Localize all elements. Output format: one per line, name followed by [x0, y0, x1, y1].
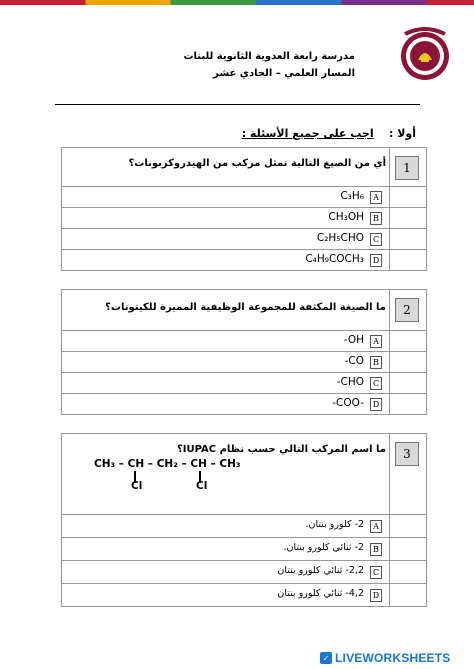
structural-formula: CH₃ – CH – CH₂ – CH – CH₃ [94, 458, 241, 470]
option-letter: D [370, 254, 382, 267]
option-text: 2- كلورو بنتان. [305, 519, 364, 530]
question-text: ما الصيغة المكثفة للمجموعة الوظيفية المميزة للكيتونات؟ [105, 302, 386, 313]
page-header [55, 0, 455, 100]
option-letter: C [370, 377, 382, 390]
option-letter: C [370, 566, 382, 579]
option-letter: C [370, 233, 382, 246]
instruction-prefix: أولا : [388, 127, 416, 140]
option-d[interactable] [62, 394, 426, 414]
option-text: -CHO [336, 376, 364, 388]
option-letter: B [370, 212, 382, 225]
option-text: C₂H₅CHO [316, 232, 364, 244]
option-letter: B [370, 543, 382, 556]
header-divider [55, 104, 420, 105]
liveworksheets-footer[interactable] [320, 650, 450, 666]
question-3 [61, 433, 427, 607]
question-text: أي من الصيغ التالية تمثل مركب من الهيدروكربونات؟ [128, 158, 386, 169]
instruction-line [242, 127, 416, 140]
question-1-header [62, 148, 426, 187]
option-text: -CO [344, 355, 364, 367]
option-d[interactable] [62, 250, 426, 270]
track-name: المسار العلمي – الحادي عشر [213, 68, 355, 79]
option-text: 2- ثنائي كلورو بنتان. [283, 542, 364, 553]
question-number: 1 [395, 156, 419, 180]
option-a[interactable] [62, 515, 426, 538]
option-text: 4,2- ثنائي كلورو بنتان [277, 588, 364, 599]
option-c[interactable] [62, 561, 426, 584]
chlorine-substituent: Cl [131, 480, 143, 492]
option-c[interactable] [62, 373, 426, 394]
option-text: C₄H₉COCH₃ [305, 253, 364, 265]
liveworksheets-brand: LIVEWORKSHEETS [335, 651, 451, 665]
question-1 [61, 147, 427, 271]
option-b[interactable] [62, 352, 426, 373]
question-text: ما اسم المركب التالي حسب نظام IUPAC؟ [176, 444, 386, 455]
instruction-text: اجب على جميع الأسئلة : [241, 127, 374, 140]
option-letter: A [370, 520, 382, 533]
option-letter: B [370, 356, 382, 369]
option-text: -OH [343, 334, 364, 346]
option-letter: A [370, 335, 382, 348]
school-name: مدرسة رابعة العدوية الثانوية للبنات [183, 51, 355, 62]
ministry-logo-icon [385, 22, 465, 84]
option-a[interactable] [62, 187, 426, 208]
question-2-header [62, 290, 426, 331]
option-d[interactable] [62, 584, 426, 606]
option-b[interactable] [62, 538, 426, 561]
question-3-header [62, 434, 426, 515]
option-letter: D [370, 589, 382, 602]
option-text: CH₃OH [328, 211, 364, 223]
option-text: -COO- [332, 397, 364, 409]
option-letter: A [370, 191, 382, 204]
question-number: 3 [395, 442, 419, 466]
option-text: C₃H₆ [340, 190, 364, 202]
question-2 [61, 289, 427, 415]
question-number: 2 [395, 298, 419, 322]
option-text: 2,2- ثنائي كلورو بنتان [277, 565, 364, 576]
chlorine-substituent: Cl [196, 480, 208, 492]
liveworksheets-logo-icon: ✓ [320, 652, 332, 664]
option-a[interactable] [62, 331, 426, 352]
option-letter: D [370, 398, 382, 411]
option-c[interactable] [62, 229, 426, 250]
option-b[interactable] [62, 208, 426, 229]
